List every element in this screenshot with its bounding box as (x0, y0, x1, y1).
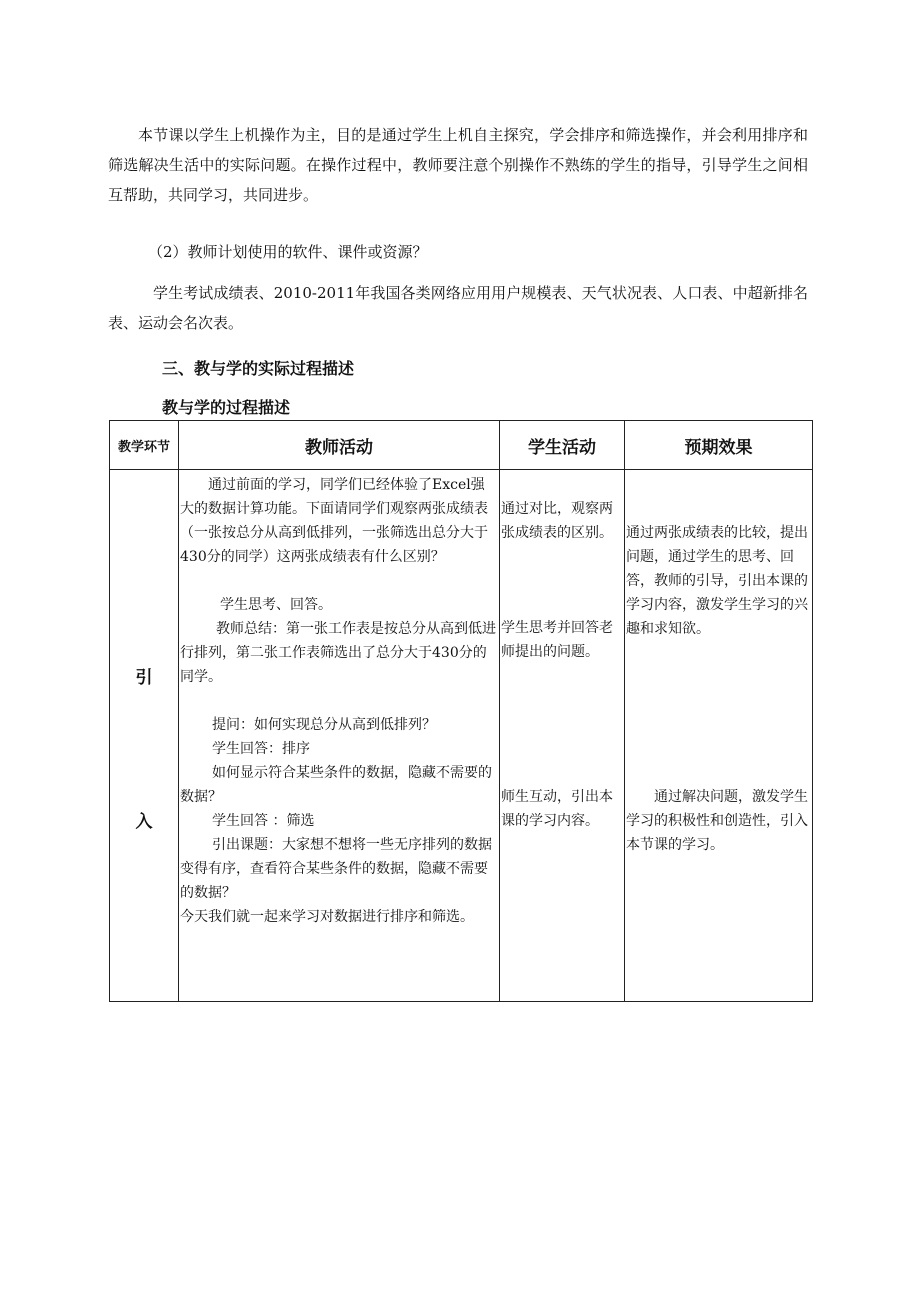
teacher-text: 如何显示符合某些条件的数据，隐藏不需要的数据？ (180, 765, 492, 805)
stage-cell (110, 470, 179, 1002)
table-caption: 教与学的过程描述 (162, 398, 291, 417)
header-teacher-activity: 教师活动 (179, 421, 500, 470)
teacher-text: 教师总结：第一张工作表是按总分从高到低进行排列，第二张工作表筛选出了总分大于430分的同学。 (180, 621, 496, 685)
effect-text: 通过解决问题，激发学生学习的积极性和创造性，引入本节课的学习。 (626, 789, 808, 853)
table-row (110, 470, 813, 1002)
student-text: 学生思考并回答老师提出的问题。 (501, 620, 613, 660)
table-header-row (110, 421, 813, 470)
teacher-text: 学生思考、回答。 (220, 597, 332, 613)
intro-paragraph: 本节课以学生上机操作为主，目的是通过学生上机自主探究，学会排序和筛选操作，并会利用排序和筛选解决生活中的实际问题。在操作过程中，教师要注意个别操作不熟练的学生的指导，引导学生之间相互帮助，共同学习，共同进步。 (108, 126, 808, 204)
header-student-activity: 学生活动 (500, 421, 625, 470)
student-text: 师生互动，引出本课的学习内容。 (501, 789, 613, 829)
teacher-activity-cell (179, 470, 500, 1002)
teacher-text: 学生回答 ：筛选 (212, 813, 315, 829)
teacher-text: 学生回答：排序 (212, 741, 310, 757)
teacher-text: 今天我们就一起来学习对数据进行排序和筛选。 (180, 909, 474, 925)
question-2: （2）教师计划使用的软件、课件或资源？ (148, 243, 428, 261)
resources-paragraph: 学生考试成绩表、2010-2011年我国各类网络应用用户规模表、天气状况表、人口表、中超新排名表、运动会名次表。 (108, 284, 808, 332)
process-table (109, 420, 813, 1002)
student-text: 通过对比，观察两张成绩表的区别。 (501, 501, 613, 541)
teacher-text: 通过前面的学习，同学们已经体验了Excel强大的数据计算功能。下面请同学们观察两张成绩表（一张按总分从高到低排列，一张筛选出总分大于430分的同学）这两张成绩表有什么区别？ (180, 477, 488, 565)
section-heading: 三、教与学的实际过程描述 (162, 359, 355, 378)
teacher-text: 引出课题：大家想不想将一些无序排列的数据变得有序，查看符合某些条件的数据，隐藏不需要的数据？ (180, 837, 492, 901)
teacher-text: 提问：如何实现总分从高到低排列？ (212, 717, 436, 733)
stage-char-1: 引 (135, 668, 153, 688)
stage-char-2: 入 (135, 812, 153, 832)
header-expected-effect: 预期效果 (625, 421, 813, 470)
student-activity-cell (500, 470, 625, 1002)
expected-effect-cell (625, 470, 813, 1002)
header-stage: 教学环节 (110, 421, 179, 470)
effect-text: 通过两张成绩表的比较，提出问题，通过学生的思考、回答，教师的引导，引出本课的学习内容，激发学生学习的兴趣和求知欲。 (626, 525, 808, 637)
